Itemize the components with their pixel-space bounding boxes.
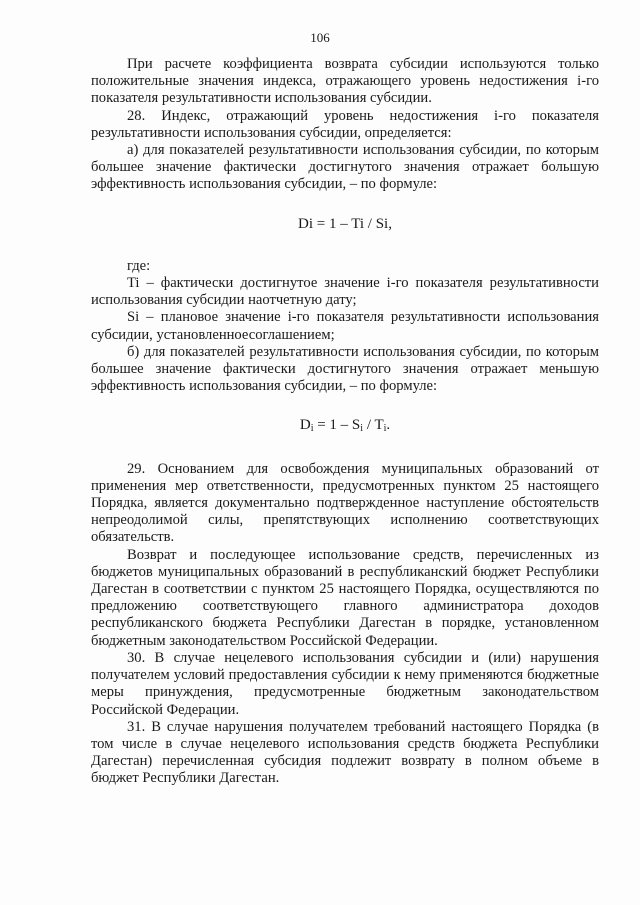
paragraph-28: 28. Индекс, отражающий уровень недостижения i-го показателя результативности использования субсидии, определяется: <box>91 107 599 141</box>
formula-d-sub: i <box>310 423 314 435</box>
formula-di-a: Di = 1 – Ti / Si, <box>298 215 392 232</box>
formula-slash: / T <box>363 417 384 434</box>
where-label: где: <box>127 257 151 274</box>
paragraph-29-return: Возврат и последующее использование средств, перечисленных из бюджетов муниципальных образований в республиканский бюджет Республики Дагестан в соответствии с пунктом 25 настоящего Порядка, осуществляются по предложению соответствующего главного администратора доходов республиканского бюджета Республики Дагестан в порядке, установленном бюджетным законодательством Российской Федерации. <box>91 546 599 649</box>
document-body <box>91 56 599 788</box>
formula-end: . <box>386 417 391 434</box>
formula-s-sub: i <box>360 423 364 435</box>
formula-di-b <box>91 417 599 434</box>
paragraph-29: 29. Основанием для освобождения муниципальных образований от применения мер ответственности, предусмотренных пунктом 25 настоящего Порядка, является документально подтвержденное наступление обстоятельств непреодолимой силы, препятствующих исполнению соответствующих обязательств. <box>91 460 599 546</box>
page-number: 106 <box>310 30 330 45</box>
paragraph-return-coefficient: При расчете коэффициента возврата субсидии используются только положительные значения индекса, отражающего уровень недостижения i-го показателя результативности использования субсидии. <box>91 56 599 107</box>
formula-mid: = 1 – S <box>313 417 361 434</box>
definition-ti: Ti – фактически достигнутое значение i-го показателя результативности использования субсидии наотчетную дату; <box>91 275 599 309</box>
definition-si: Si – плановое значение i-го показателя результативности использования субсидии, установленноесоглашением; <box>91 309 599 343</box>
paragraph-31: 31. В случае нарушения получателем требований настоящего Порядка (в том числе в случае нецелевого использования средств бюджета Республики Дагестан) перечисленная субсидия подлежит возврату в полном объеме в бюджет Республики Дагестан. <box>91 718 599 787</box>
paragraph-30: 30. В случае нецелевого использования субсидии и (или) нарушения получателем условий предоставления субсидии к нему применяются бюджетные меры принуждения, предусмотренные бюджетным законодательством Российской Федерации. <box>91 649 599 718</box>
formula-d: D <box>299 417 311 434</box>
paragraph-28b: б) для показателей результативности использования субсидии, по которым большее значение фактически достигнутого значения отражает меньшую эффективность использования субсидии, – по формуле: <box>91 343 599 395</box>
formula-t-sub: i <box>383 423 387 435</box>
paragraph-28a: а) для показателей результативности использования субсидии, по которым большее значение фактически достигнутого значения отражает большую эффективность использования субсидии, – по формуле: <box>91 142 599 193</box>
